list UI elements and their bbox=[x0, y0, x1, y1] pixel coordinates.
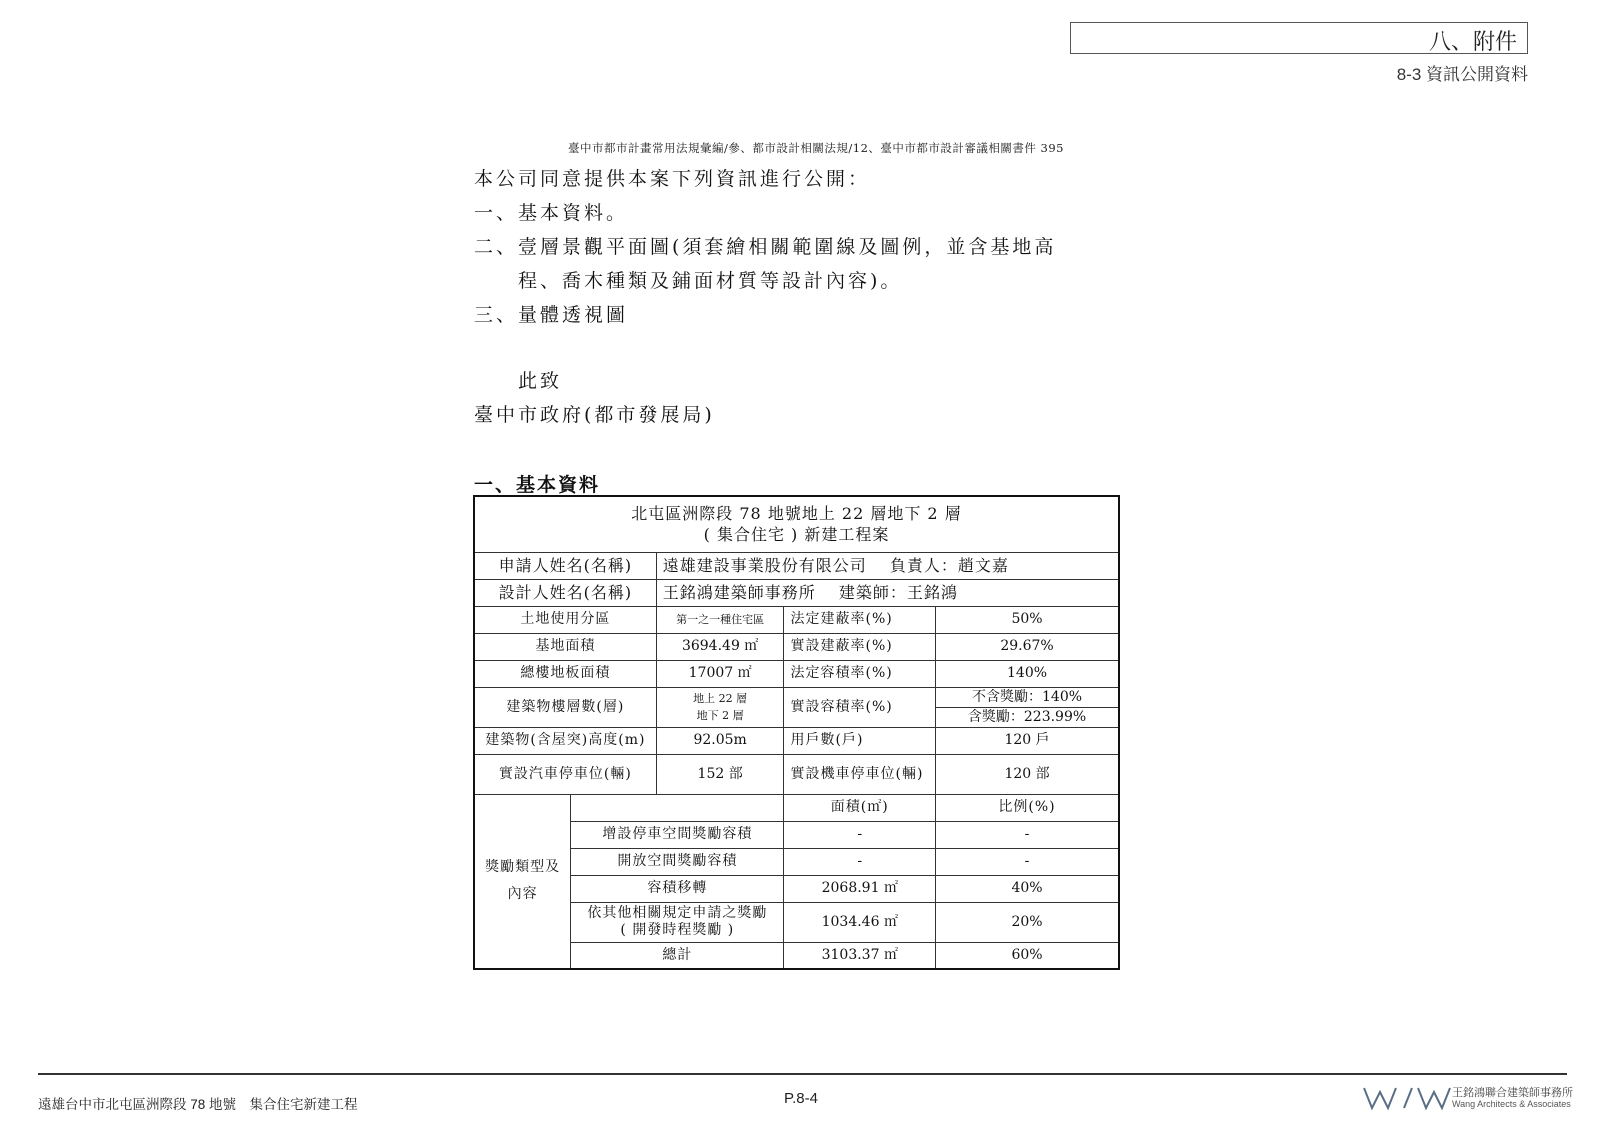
legal-coverage-value: 50% bbox=[936, 606, 1119, 633]
bonus-area-header: 面積(㎡) bbox=[784, 794, 936, 821]
actual-coverage-label: 實設建蔽率(%) bbox=[784, 633, 936, 660]
header-box bbox=[1070, 22, 1528, 54]
table-row bbox=[474, 633, 1119, 660]
bonus-row bbox=[474, 821, 1119, 848]
bonus-row bbox=[474, 902, 1119, 942]
bonus-row bbox=[474, 875, 1119, 902]
legal-coverage-label: 法定建蔽率(%) bbox=[784, 606, 936, 633]
project-title-line1: 北屯區洲際段 78 地號地上 22 層地下 2 層 bbox=[631, 504, 962, 524]
section-title: 一、基本資料 bbox=[474, 474, 601, 496]
bonus-total-area: 3103.37 ㎡ bbox=[784, 942, 936, 969]
actual-far-label: 實設容積率(%) bbox=[784, 687, 936, 727]
legal-far-label: 法定容積率(%) bbox=[784, 660, 936, 687]
actual-far-values bbox=[936, 687, 1119, 727]
project-title bbox=[474, 496, 1119, 552]
bonus-name-header bbox=[571, 794, 784, 821]
letter-item-2a: 二、壹層景觀平面圖(須套繪相關範圍線及圖例，並含基地高 bbox=[474, 236, 1057, 258]
letter-recipient: 臺中市政府(都市發展局) bbox=[474, 404, 715, 426]
bonus-type-label-line1: 獎勵類型及 bbox=[485, 859, 561, 876]
footer-divider bbox=[38, 1073, 1567, 1075]
firm-logo-icon bbox=[1362, 1084, 1462, 1112]
table-row bbox=[474, 660, 1119, 687]
applicant-value: 遠雄建設事業股份有限公司 負責人：趙文嘉 bbox=[656, 552, 1119, 579]
firm-name-cn: 王銘鴻聯合建築師事務所 bbox=[1452, 1087, 1573, 1099]
floors-below: 地下 2 層 bbox=[696, 709, 744, 722]
bonus-item-area: - bbox=[784, 848, 936, 875]
units-value: 120 戶 bbox=[936, 727, 1119, 754]
letter-intro: 本公司同意提供本案下列資訊進行公開： bbox=[474, 168, 871, 190]
table-row bbox=[474, 552, 1119, 579]
letter-item-2b: 程、喬木種類及鋪面材質等設計內容)。 bbox=[518, 270, 903, 292]
bonus-item-area: - bbox=[784, 821, 936, 848]
designer-value: 王銘鴻建築師事務所 建築師：王銘鴻 bbox=[656, 579, 1119, 606]
table-row bbox=[474, 687, 1119, 727]
floor-area-label: 總樓地板面積 bbox=[474, 660, 656, 687]
site-area-value: 3694.49 ㎡ bbox=[656, 633, 784, 660]
bonus-type-label bbox=[474, 794, 571, 969]
bonus-item-ratio: - bbox=[936, 821, 1119, 848]
floors-label: 建築物樓層數(層) bbox=[474, 687, 656, 727]
bonus-item-name bbox=[571, 902, 784, 942]
project-title-line2: ( 集合住宅 ) 新建工程案 bbox=[703, 525, 890, 545]
designer-label: 設計人姓名(名稱) bbox=[474, 579, 656, 606]
floors-above: 地上 22 層 bbox=[693, 692, 748, 705]
bonus-type-label-line2: 內容 bbox=[507, 886, 538, 903]
height-value: 92.05m bbox=[656, 727, 784, 754]
site-area-label: 基地面積 bbox=[474, 633, 656, 660]
bonus-item-ratio: 40% bbox=[936, 875, 1119, 902]
letter-item-1: 一、基本資料。 bbox=[474, 202, 629, 224]
car-parking-value: 152 部 bbox=[656, 754, 784, 794]
bonus-ratio-header: 比例(%) bbox=[936, 794, 1119, 821]
page-number: P.8-4 bbox=[784, 1090, 818, 1107]
letter-salutation: 此致 bbox=[518, 370, 563, 392]
table-row bbox=[474, 606, 1119, 633]
bonus-item-ratio: 20% bbox=[936, 902, 1119, 942]
basic-info-table bbox=[473, 495, 1120, 970]
units-label: 用戶數(戶) bbox=[784, 727, 936, 754]
actual-coverage-value: 29.67% bbox=[936, 633, 1119, 660]
bonus-item-name: 容積移轉 bbox=[571, 875, 784, 902]
floor-area-value: 17007 ㎡ bbox=[656, 660, 784, 687]
regulation-reference: 臺中市都市計畫常用法規彙編/參、都市設計相關法規/12、臺中市都市設計審議相關書件 395 bbox=[568, 141, 1064, 155]
bonus-row bbox=[474, 848, 1119, 875]
footer-project-name: 遠雄台中市北屯區洲際段 78 地號 集合住宅新建工程 bbox=[38, 1097, 358, 1112]
bonus-header-row bbox=[474, 794, 1119, 821]
table-row bbox=[474, 754, 1119, 794]
moto-parking-label: 實設機車停車位(輛) bbox=[784, 754, 936, 794]
far-excluding-bonus: 不含獎勵：140% bbox=[936, 688, 1118, 708]
table-row bbox=[474, 579, 1119, 606]
bonus-item-name: 增設停車空間獎勵容積 bbox=[571, 821, 784, 848]
floors-value bbox=[656, 687, 784, 727]
bonus-item-ratio: - bbox=[936, 848, 1119, 875]
header-subtitle: 8-3 資訊公開資料 bbox=[1396, 65, 1528, 84]
bonus-item-area: 1034.46 ㎡ bbox=[784, 902, 936, 942]
bonus-item-name-line1: 依其他相關規定申請之獎勵 bbox=[587, 905, 768, 921]
bonus-total-row bbox=[474, 942, 1119, 969]
bonus-item-area: 2068.91 ㎡ bbox=[784, 875, 936, 902]
table-title-row bbox=[474, 496, 1119, 552]
bonus-item-name: 開放空間獎勵容積 bbox=[571, 848, 784, 875]
moto-parking-value: 120 部 bbox=[936, 754, 1119, 794]
zone-value: 第一之一種住宅區 bbox=[656, 606, 784, 633]
letter-item-3: 三、量體透視圖 bbox=[474, 304, 629, 326]
table-row bbox=[474, 727, 1119, 754]
header-title: 八、附件 bbox=[1428, 29, 1517, 54]
applicant-label: 申請人姓名(名稱) bbox=[474, 552, 656, 579]
far-including-bonus: 含獎勵：223.99% bbox=[967, 708, 1087, 725]
firm-name-en: Wang Architects & Associates bbox=[1452, 1099, 1571, 1109]
bonus-item-name-line2: ( 開發時程獎勵 ) bbox=[620, 922, 735, 938]
zone-label: 土地使用分區 bbox=[474, 606, 656, 633]
legal-far-value: 140% bbox=[936, 660, 1119, 687]
height-label: 建築物(含屋突)高度(m) bbox=[474, 727, 656, 754]
bonus-total-ratio: 60% bbox=[936, 942, 1119, 969]
car-parking-label: 實設汽車停車位(輛) bbox=[474, 754, 656, 794]
bonus-total-label: 總計 bbox=[571, 942, 784, 969]
